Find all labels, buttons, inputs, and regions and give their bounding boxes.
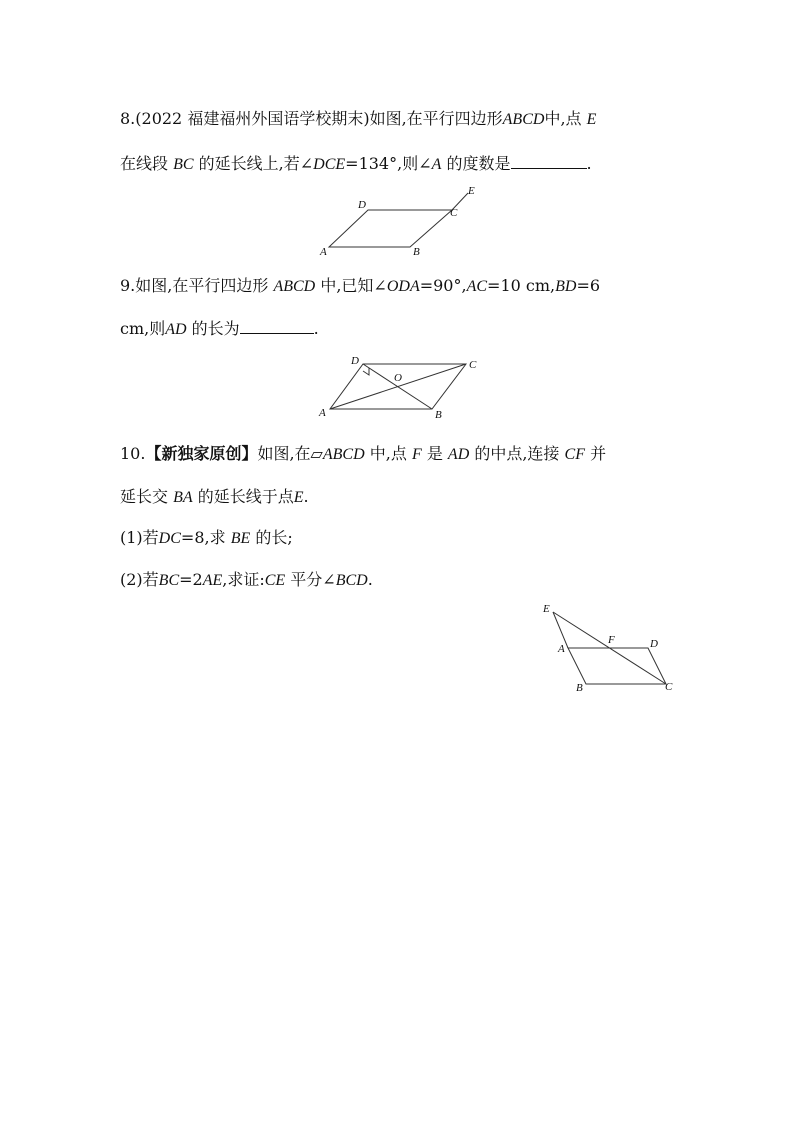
q8-label-b: B	[413, 246, 420, 258]
q10-cf: CF	[564, 446, 585, 463]
q8-angle-dce: DCE	[313, 156, 346, 173]
q10-text: (2)若	[120, 570, 159, 589]
q10-text: 的中点,连接	[474, 444, 560, 463]
q10-number: 10.	[120, 444, 146, 463]
q8-text: 在线段	[120, 154, 169, 173]
q8-text: =134°,则∠	[345, 154, 432, 173]
q8-text: 的延长线上,若∠	[198, 154, 314, 173]
q9-label-d: D	[351, 355, 359, 367]
q10-text: 平分∠	[290, 570, 336, 589]
q10-parallelogram	[568, 648, 666, 684]
q10-ae: AE	[202, 572, 223, 589]
q10-text: ,求证:	[222, 570, 265, 589]
q10-ce: CE	[264, 572, 286, 589]
q9-label-c: C	[469, 359, 477, 371]
q9-text: =6	[576, 276, 601, 295]
q10-label-b: B	[576, 682, 583, 694]
q9-text: 的长为	[191, 319, 240, 338]
q8-text: 中,点	[544, 109, 582, 128]
q9-text: .	[313, 319, 319, 338]
q9-text: =90°,	[419, 276, 467, 295]
q10-abcd: ABCD	[322, 446, 365, 463]
q10-bc: BC	[158, 572, 180, 589]
q10-label-e: E	[543, 603, 550, 615]
q8-seg-bc: BC	[173, 156, 194, 173]
q9-bd: BD	[555, 278, 577, 295]
q9-label-o: O	[394, 372, 402, 384]
q10-point-f: F	[411, 446, 422, 463]
q8-point-e: E	[586, 111, 597, 128]
q10-ad: AD	[447, 446, 470, 463]
q9-label-b: B	[435, 409, 442, 421]
q9-number: 9.	[120, 276, 136, 295]
q8-label-e: E	[468, 185, 475, 197]
q10-tag: 【新独家原创】	[145, 444, 258, 463]
q9-label-a: A	[319, 407, 326, 419]
q10-text: 中,点	[369, 444, 407, 463]
q10-ba: BA	[173, 489, 193, 506]
q8-text: .	[586, 154, 592, 173]
q10-text: 延长交	[120, 487, 169, 506]
q10-dc: DC	[158, 530, 181, 547]
q9-abcd: ABCD	[273, 278, 316, 295]
q10-be: BE	[230, 530, 251, 547]
q10-label-f: F	[608, 634, 615, 646]
q10-point-e: E	[293, 489, 304, 506]
q8-text: 如图,在平行四边形	[369, 109, 503, 128]
q10-text: 的长;	[255, 528, 293, 547]
q10-label-d: D	[650, 638, 658, 650]
q9-ad: AD	[165, 321, 187, 338]
q10-text: 并	[590, 444, 607, 463]
q9-text: cm,则	[120, 319, 166, 338]
q8-angle-a: A	[431, 156, 442, 173]
q10-label-a: A	[558, 643, 565, 655]
q8-source: (2022 福建福州外国语学校期末)	[135, 109, 370, 128]
q8-number: 8.	[120, 109, 136, 128]
q10-text: =2	[179, 570, 203, 589]
q8-label-c: C	[450, 207, 458, 219]
q9-ac: AC	[466, 278, 488, 295]
q10-label-c: C	[665, 681, 673, 693]
q9-text: 中,已知∠	[320, 276, 387, 295]
q10-text: (1)若	[120, 528, 159, 547]
q10-text: 是	[426, 444, 443, 463]
q10-text: 的延长线于点	[197, 487, 294, 506]
q8-abcd: ABCD	[502, 111, 545, 128]
q10-text: =8,求	[180, 528, 226, 547]
q9-text: 如图,在平行四边形	[135, 276, 269, 295]
q10-bcd: BCD	[335, 572, 368, 589]
q8-text: 的度数是	[446, 154, 511, 173]
q8-label-a: A	[320, 246, 327, 258]
q9-angle-oda: ODA	[386, 278, 420, 295]
q10-text: 如图,在▱	[257, 444, 323, 463]
q9-text: =10 cm,	[487, 276, 556, 295]
q10-text: .	[303, 487, 309, 506]
q8-label-d: D	[358, 199, 366, 211]
q10-text: .	[367, 570, 373, 589]
